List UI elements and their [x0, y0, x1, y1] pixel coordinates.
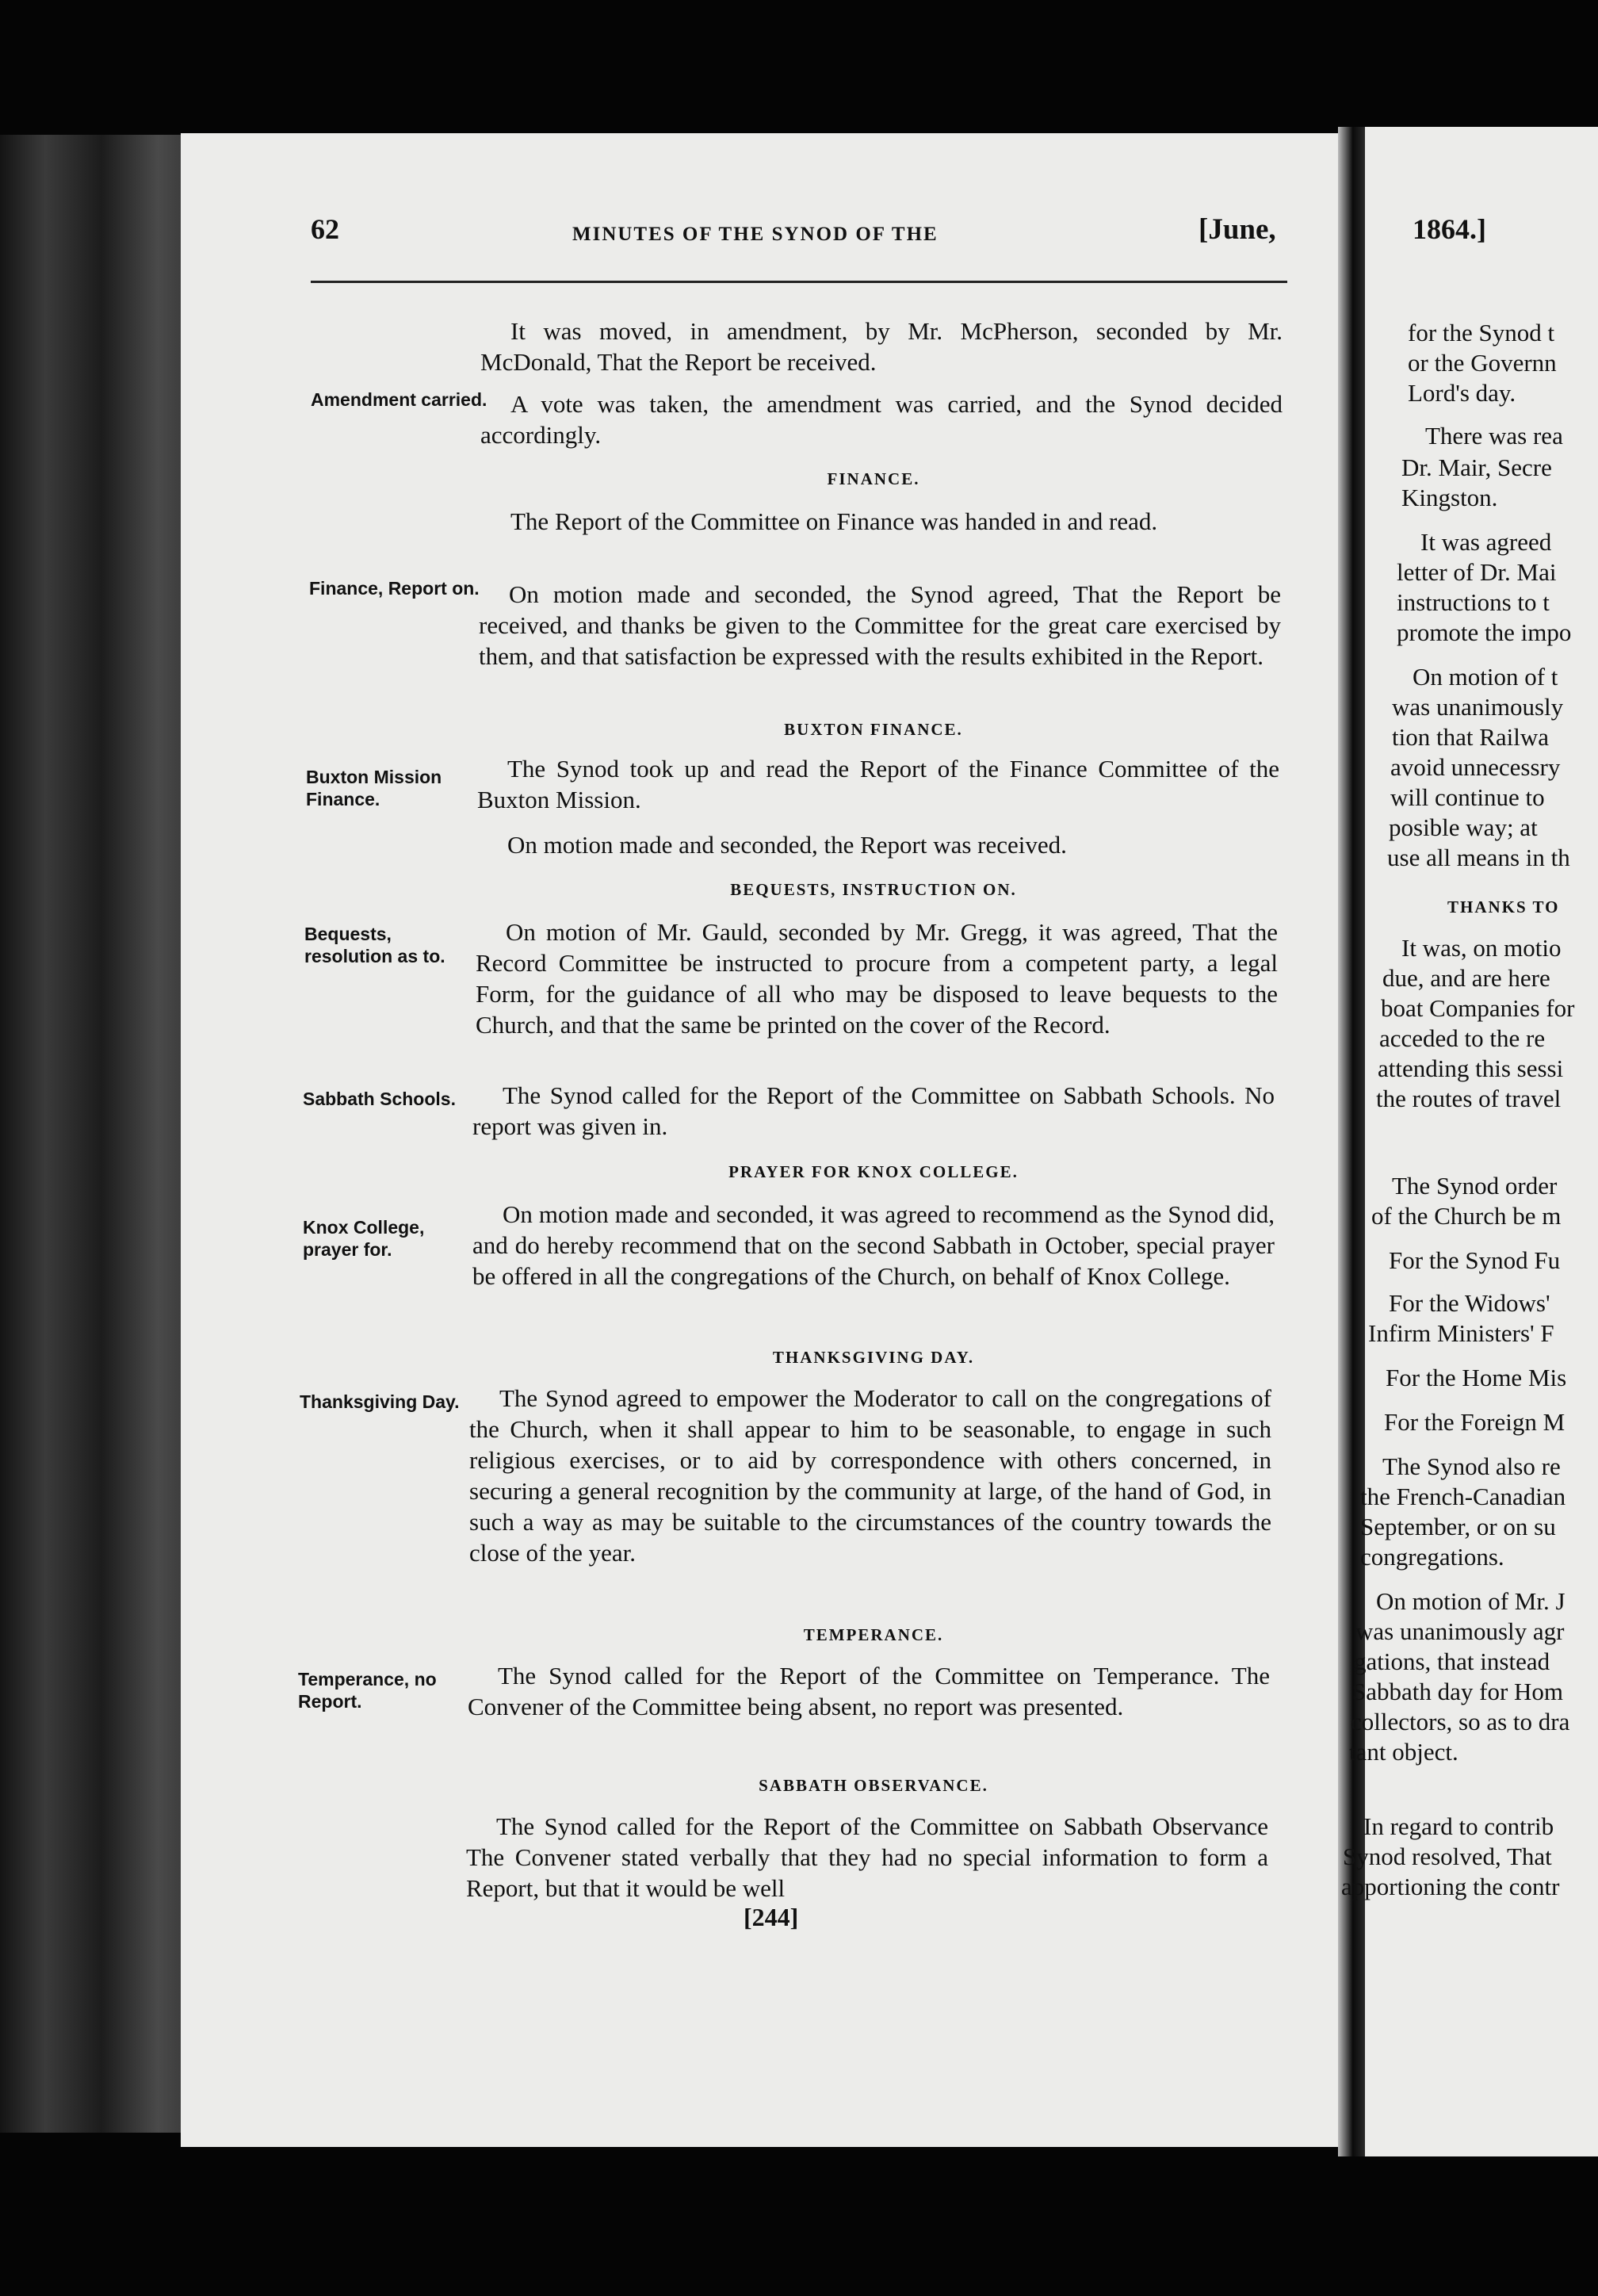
right-text-line: Lord's day.	[1408, 379, 1516, 407]
margin-note-bequests: Bequests, resolution as to.	[304, 924, 445, 966]
paragraph: The Synod took up and read the Report of the Finance Committee of the Buxton Mission.	[477, 755, 1279, 813]
right-running-date: 1864.]	[1413, 213, 1486, 245]
right-text-line: of the Church be m	[1371, 1202, 1562, 1230]
right-text-line: On motion of t	[1413, 663, 1558, 691]
right-text-line: It was agreed	[1420, 528, 1552, 556]
page-signature: [244]	[744, 1903, 799, 1931]
right-text-line: attending this sessi	[1378, 1054, 1564, 1082]
section-heading-thanksgiving: THANKSGIVING DAY.	[772, 1348, 975, 1367]
running-title: MINUTES OF THE SYNOD OF THE	[572, 224, 939, 245]
right-text-line: collectors, so as to dra	[1351, 1708, 1570, 1735]
paragraph: The Synod agreed to empower the Moderator to call on the congregations of the Church, when it shall appear to him to be seasonable, to engage in such religious exercises, or to aid by correspondence with others concerned, in securing a general recognition by the community at large, of the hand of God, in such a way as may be suitable to the circumstances of the country towards the close of the year.	[469, 1384, 1271, 1567]
section-heading-sabbath: SABBATH OBSERVANCE.	[759, 1776, 988, 1795]
right-text-line: tant object.	[1349, 1738, 1458, 1766]
right-text-line: There was rea	[1425, 422, 1563, 450]
right-text-line: apportioning the contr	[1341, 1873, 1560, 1900]
paragraph: The Synod called for the Report of the Committee on Temperance. The Convener of the Committee being absent, no report was presented.	[468, 1662, 1270, 1720]
paragraph: On motion made and seconded, it was agreed to recommend as the Synod did, and do hereby recommend that on the second Sabbath in October, special prayer be offered in all the congregations of the Church, on behalf of Knox College.	[472, 1200, 1275, 1290]
right-text-line: the routes of travel	[1376, 1085, 1562, 1112]
paragraph: The Report of the Committee on Finance was handed in and read.	[510, 507, 1158, 535]
section-heading-buxton: BUXTON FINANCE.	[784, 720, 963, 739]
paragraph: A vote was taken, the amendment was carried, and the Synod decided accordingly.	[480, 390, 1283, 449]
right-text-line: On motion of Mr. J	[1376, 1587, 1566, 1615]
right-text-line: gations, that instead	[1354, 1647, 1550, 1675]
right-text-line: use all means in th	[1387, 844, 1570, 871]
right-text-line: Infirm Ministers' F	[1368, 1319, 1554, 1347]
right-text-line: Kingston.	[1401, 484, 1498, 511]
paragraph: On motion made and seconded, the Synod agreed, That the Report be received, and thanks be given to the Committee for the great care exercised by them, and that satisfaction be expressed with the results exhibited in the Report.	[479, 580, 1281, 670]
paragraph: The Synod called for the Report of the Committee on Sabbath Schools. No report was given in.	[472, 1081, 1275, 1140]
right-text-line: acceded to the re	[1379, 1024, 1546, 1052]
right-text-line: for the Synod t	[1408, 319, 1555, 346]
right-text-line: promote the impo	[1397, 618, 1572, 646]
right-text-line: boat Companies for	[1381, 994, 1575, 1022]
margin-note-thanksgiving: Thanksgiving Day.	[300, 1391, 460, 1412]
right-text-line: or the Governn	[1408, 349, 1557, 377]
right-text-line: For the Foreign M	[1384, 1408, 1566, 1436]
section-heading-bequests: BEQUESTS, INSTRUCTION ON.	[730, 880, 1017, 899]
right-text-line: posible way; at	[1389, 813, 1538, 841]
right-text-line: The Synod order	[1392, 1172, 1558, 1200]
right-text-line: was unanimously	[1392, 693, 1564, 721]
margin-note-sabbath-schools: Sabbath Schools.	[303, 1089, 456, 1109]
right-text-line: Sabbath day for Hom	[1352, 1678, 1564, 1705]
right-text-line: will continue to	[1390, 783, 1545, 811]
right-text-line: It was, on motio	[1401, 934, 1562, 962]
right-text-line: The Synod also re	[1382, 1452, 1561, 1480]
right-text-line: letter of Dr. Mai	[1397, 558, 1557, 586]
right-text-line: tion that Railwa	[1392, 723, 1550, 751]
right-text-line: due, and are here	[1382, 964, 1550, 992]
right-text-line: Synod resolved, That	[1343, 1843, 1552, 1870]
right-section-heading: THANKS TO	[1447, 897, 1560, 916]
section-heading-finance: FINANCE.	[827, 469, 920, 488]
margin-note-temperance: Temperance, no Report.	[298, 1669, 437, 1712]
paragraph: On motion of Mr. Gauld, seconded by Mr. Gregg, it was agreed, That the Record Committee be instructed to procure from a competent party, a legal Form, for the guidance of all who may be disposed to leave bequests to the Church, and that the same be printed on the cover of the Record.	[476, 918, 1278, 1039]
right-text-line: For the Widows'	[1389, 1289, 1550, 1317]
page-number: 62	[311, 213, 339, 245]
right-text-line: was unanimously agr	[1355, 1617, 1565, 1645]
running-date: [June,	[1198, 213, 1276, 246]
section-heading-prayer: PRAYER FOR KNOX COLLEGE.	[728, 1162, 1019, 1181]
right-text-line: In regard to contrib	[1363, 1812, 1554, 1840]
right-text-line: the French-Canadian	[1360, 1483, 1566, 1510]
right-text-line: avoid unnecessry	[1390, 753, 1561, 781]
margin-note-buxton: Buxton Mission Finance.	[306, 767, 442, 809]
header-rule	[311, 281, 1287, 283]
paragraph: On motion made and seconded, the Report was received.	[507, 831, 1067, 859]
right-text-line: September, or on su	[1360, 1513, 1556, 1540]
right-text-line: For the Synod Fu	[1389, 1246, 1561, 1274]
right-text-line: congregations.	[1360, 1543, 1504, 1571]
margin-note-finance: Finance, Report on.	[309, 578, 480, 599]
paragraph: The Synod called for the Report of the Committee on Sabbath Observance The Convener stated verbally that they had no special information to form a Report, but that it would be well	[466, 1812, 1268, 1902]
right-text-line: For the Home Mis	[1386, 1364, 1567, 1391]
paragraph: It was moved, in amendment, by Mr. McPherson, seconded by Mr. McDonald, That the Report be received.	[480, 317, 1283, 376]
right-text-line: instructions to t	[1397, 588, 1550, 616]
section-heading-temperance: TEMPERANCE.	[803, 1625, 944, 1644]
margin-note-knox-college: Knox College, prayer for.	[303, 1217, 425, 1260]
right-text-line: Dr. Mair, Secre	[1401, 453, 1552, 481]
margin-note-amendment: Amendment carried.	[311, 389, 487, 410]
